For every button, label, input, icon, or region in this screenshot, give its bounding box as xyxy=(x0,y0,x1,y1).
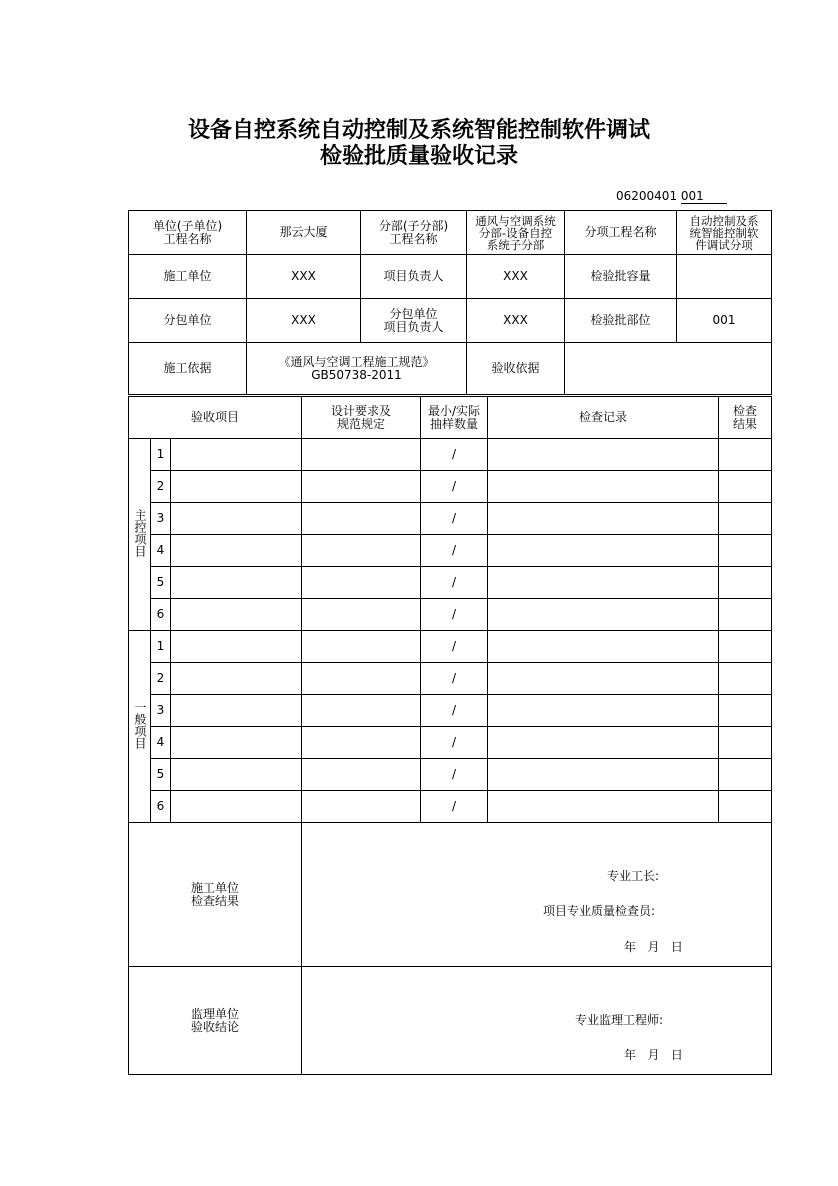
main-control-group-label-text: 主控项目 xyxy=(133,509,147,557)
row-result-cell xyxy=(719,471,772,503)
construction-date-label: 年 月 日 xyxy=(624,940,683,954)
table-row xyxy=(129,599,772,631)
construction-unit-value: XXX xyxy=(247,255,361,299)
row-design-cell xyxy=(302,759,421,791)
foreman-label: 专业工长: xyxy=(607,869,660,883)
acceptance-basis-label: 验收依据 xyxy=(467,343,565,395)
row-design-cell xyxy=(302,695,421,727)
row-sample-cell: / xyxy=(421,663,488,695)
row-number: 6 xyxy=(151,791,171,823)
table-row xyxy=(129,663,772,695)
row-number: 2 xyxy=(151,471,171,503)
inspection-table xyxy=(128,396,772,1075)
record-code xyxy=(616,189,727,204)
batch-location-value: 001 xyxy=(677,299,772,343)
subcontract-unit-value: XXX xyxy=(247,299,361,343)
batch-capacity-value xyxy=(677,255,772,299)
row-record-cell xyxy=(488,791,719,823)
row-design-cell xyxy=(302,567,421,599)
row-sample-cell: / xyxy=(421,727,488,759)
row-sample-cell: / xyxy=(421,791,488,823)
row-result-cell xyxy=(719,599,772,631)
row-sample-cell: / xyxy=(421,535,488,567)
table-row xyxy=(129,567,772,599)
row-design-cell xyxy=(302,471,421,503)
item-value: 自动控制及系 统智能控制软 件调试分项 xyxy=(677,211,772,255)
row-item-cell xyxy=(171,471,302,503)
row-number: 3 xyxy=(151,503,171,535)
row-record-cell xyxy=(488,759,719,791)
construction-check-signature xyxy=(302,823,772,967)
general-group-label xyxy=(129,631,151,823)
supervision-check-signature xyxy=(302,967,772,1075)
row-item-cell xyxy=(171,599,302,631)
row-result-cell xyxy=(719,631,772,663)
row-number: 5 xyxy=(151,567,171,599)
row-result-cell xyxy=(719,535,772,567)
row-number: 4 xyxy=(151,727,171,759)
row-result-cell xyxy=(719,567,772,599)
row-design-cell xyxy=(302,503,421,535)
row-record-cell xyxy=(488,503,719,535)
project-manager-label: 项目负责人 xyxy=(361,255,467,299)
row-item-cell xyxy=(171,791,302,823)
supervision-check-row xyxy=(129,967,772,1075)
row-record-cell xyxy=(488,663,719,695)
batch-location-label: 检验批部位 xyxy=(565,299,677,343)
row-sample-cell: / xyxy=(421,471,488,503)
row-result-cell xyxy=(719,503,772,535)
row-design-cell xyxy=(302,663,421,695)
project-manager-value: XXX xyxy=(467,255,565,299)
row-number: 6 xyxy=(151,599,171,631)
table-row xyxy=(129,503,772,535)
row-record-cell xyxy=(488,727,719,759)
header-design: 设计要求及 规范规定 xyxy=(302,397,421,439)
row-sample-cell: / xyxy=(421,759,488,791)
row-design-cell xyxy=(302,599,421,631)
supervision-date-label: 年 月 日 xyxy=(624,1048,683,1062)
row-record-cell xyxy=(488,535,719,567)
record-code-suffix: 001 xyxy=(681,189,727,204)
row-design-cell xyxy=(302,439,421,471)
construction-check-row xyxy=(129,823,772,967)
table-row xyxy=(129,791,772,823)
row-number: 4 xyxy=(151,535,171,567)
table-row xyxy=(129,695,772,727)
row-item-cell xyxy=(171,663,302,695)
supervision-check-label: 监理单位 验收结论 xyxy=(129,967,302,1075)
row-sample-cell: / xyxy=(421,631,488,663)
row-sample-cell: / xyxy=(421,439,488,471)
subcontract-manager-value: XXX xyxy=(467,299,565,343)
row-record-cell xyxy=(488,567,719,599)
row-sample-cell: / xyxy=(421,695,488,727)
row-item-cell xyxy=(171,759,302,791)
row-number: 2 xyxy=(151,663,171,695)
header-item: 验收项目 xyxy=(129,397,302,439)
table-header-row xyxy=(129,397,772,439)
main-control-group-label xyxy=(129,439,151,631)
table-row xyxy=(129,631,772,663)
row-number: 3 xyxy=(151,695,171,727)
row-record-cell xyxy=(488,695,719,727)
subcontract-manager-label: 分包单位 项目负责人 xyxy=(361,299,467,343)
row-sample-cell: / xyxy=(421,503,488,535)
acceptance-basis-value xyxy=(565,343,772,395)
row-item-cell xyxy=(171,727,302,759)
row-result-cell xyxy=(719,759,772,791)
header-result: 检查 结果 xyxy=(719,397,772,439)
row-item-cell xyxy=(171,439,302,471)
row-design-cell xyxy=(302,535,421,567)
row-record-cell xyxy=(488,599,719,631)
batch-capacity-label: 检验批容量 xyxy=(565,255,677,299)
subcontract-unit-label: 分包单位 xyxy=(129,299,247,343)
row-sample-cell: / xyxy=(421,567,488,599)
header-record: 检查记录 xyxy=(488,397,719,439)
table-row xyxy=(129,535,772,567)
general-rows xyxy=(129,631,772,823)
table-row xyxy=(129,439,772,471)
construction-unit-label: 施工单位 xyxy=(129,255,247,299)
row-result-cell xyxy=(719,791,772,823)
row-sample-cell: / xyxy=(421,599,488,631)
table-row xyxy=(129,759,772,791)
row-number: 5 xyxy=(151,759,171,791)
document-title-line2: 检验批质量验收记录 xyxy=(319,144,518,169)
row-record-cell xyxy=(488,471,719,503)
row-item-cell xyxy=(171,695,302,727)
row-record-cell xyxy=(488,439,719,471)
row-result-cell xyxy=(719,727,772,759)
row-item-cell xyxy=(171,631,302,663)
row-design-cell xyxy=(302,631,421,663)
table-row xyxy=(129,727,772,759)
row-item-cell xyxy=(171,503,302,535)
header-sample: 最小/实际 抽样数量 xyxy=(421,397,488,439)
row-number: 1 xyxy=(151,631,171,663)
construction-check-label: 施工单位 检查结果 xyxy=(129,823,302,967)
basis-value: 《通风与空调工程施工规范》 GB50738-2011 xyxy=(247,343,467,395)
row-design-cell xyxy=(302,791,421,823)
table-row xyxy=(129,471,772,503)
general-group-label-text: 一般项目 xyxy=(133,701,147,749)
supervision-engineer-label: 专业监理工程师: xyxy=(575,1013,664,1027)
item-label: 分项工程名称 xyxy=(565,211,677,255)
row-record-cell xyxy=(488,631,719,663)
unit-name-value: 那云大厦 xyxy=(247,211,361,255)
row-design-cell xyxy=(302,727,421,759)
row-result-cell xyxy=(719,439,772,471)
project-info-table xyxy=(128,210,772,395)
division-label: 分部(子分部) 工程名称 xyxy=(361,211,467,255)
row-item-cell xyxy=(171,535,302,567)
row-result-cell xyxy=(719,695,772,727)
row-result-cell xyxy=(719,663,772,695)
inspector-label: 项目专业质量检查员: xyxy=(543,904,656,918)
record-code-prefix: 06200401 xyxy=(616,189,678,203)
basis-label: 施工依据 xyxy=(129,343,247,395)
row-number: 1 xyxy=(151,439,171,471)
row-item-cell xyxy=(171,567,302,599)
document-title-line1: 设备自控系统自动控制及系统智能控制软件调试 xyxy=(187,118,650,143)
main-control-rows xyxy=(129,439,772,631)
unit-name-label: 单位(子单位) 工程名称 xyxy=(129,211,247,255)
division-value: 通风与空调系统 分部-设备自控 系统子分部 xyxy=(467,211,565,255)
